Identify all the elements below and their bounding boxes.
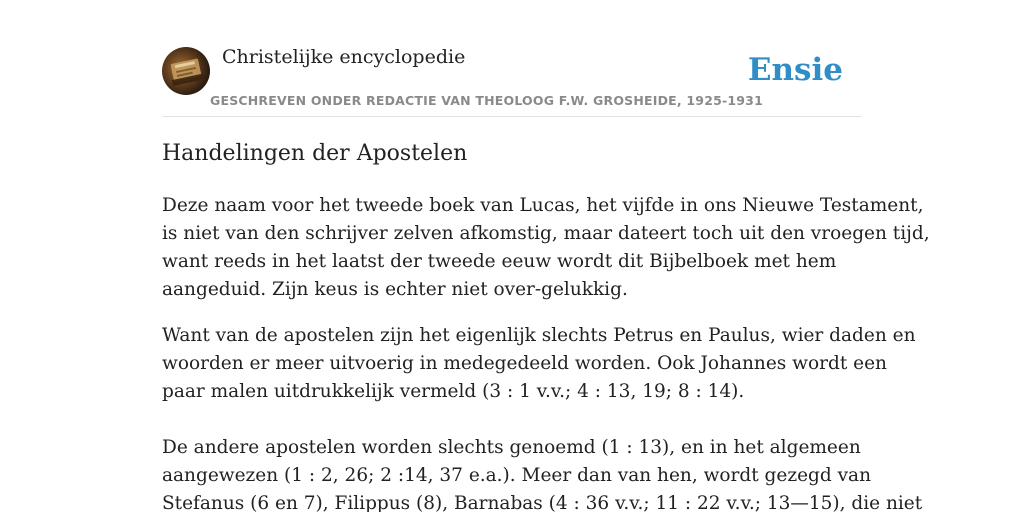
article	[162, 138, 930, 512]
paragraph-line: Want van de apostelen zijn het eigenlijk slechts Petrus en Paulus, wier daden en	[162, 325, 916, 346]
site-header	[162, 46, 862, 117]
site-tagline: GESCHREVEN ONDER REDACTIE VAN THEOLOOG F.W. GROSHEIDE, 1925-1931	[210, 93, 763, 108]
paragraph-line: De andere apostelen worden slechts genoemd (1 : 13), en in het algemeen	[162, 437, 861, 458]
article-paragraph	[162, 434, 923, 512]
paragraph-line: want reeds in het laatst der tweede eeuw wordt dit Bijbelboek met hem	[162, 251, 837, 272]
paragraph-line: aangeduid. Zijn keus is echter niet over-gelukkig.	[162, 279, 628, 300]
site-title[interactable]: Christelijke encyclopedie	[222, 46, 466, 68]
paragraph-line: aangewezen (1 : 2, 26; 2 :14, 37 e.a.). Meer dan van hen, wordt gezegd van	[162, 465, 871, 486]
paragraph-line: paar malen uitdrukkelijk vermeld (3 : 1 v.v.; 4 : 13, 19; 8 : 14).	[162, 381, 745, 402]
encyclopedia-book-icon[interactable]	[162, 47, 210, 95]
paragraph-line: Stefanus (6 en 7), Filippus (8), Barnabas (4 : 36 v.v.; 11 : 22 v.v.; 13—15), die niet	[162, 493, 923, 512]
paragraph-line: Deze naam voor het tweede boek van Lucas, het vijfde in ons Nieuwe Testament,	[162, 195, 924, 216]
article-title: Handelingen der Apostelen	[162, 141, 468, 166]
article-paragraph	[162, 322, 916, 406]
brand-logo[interactable]: Ensie	[747, 52, 843, 88]
paragraph-line: woorden er meer uitvoerig in medegedeeld worden. Ook Johannes wordt een	[162, 353, 887, 374]
article-paragraph	[162, 192, 930, 304]
paragraph-line: is niet van den schrijver zelven afkomstig, maar dateert toch uit den vroegen tijd,	[162, 223, 930, 244]
